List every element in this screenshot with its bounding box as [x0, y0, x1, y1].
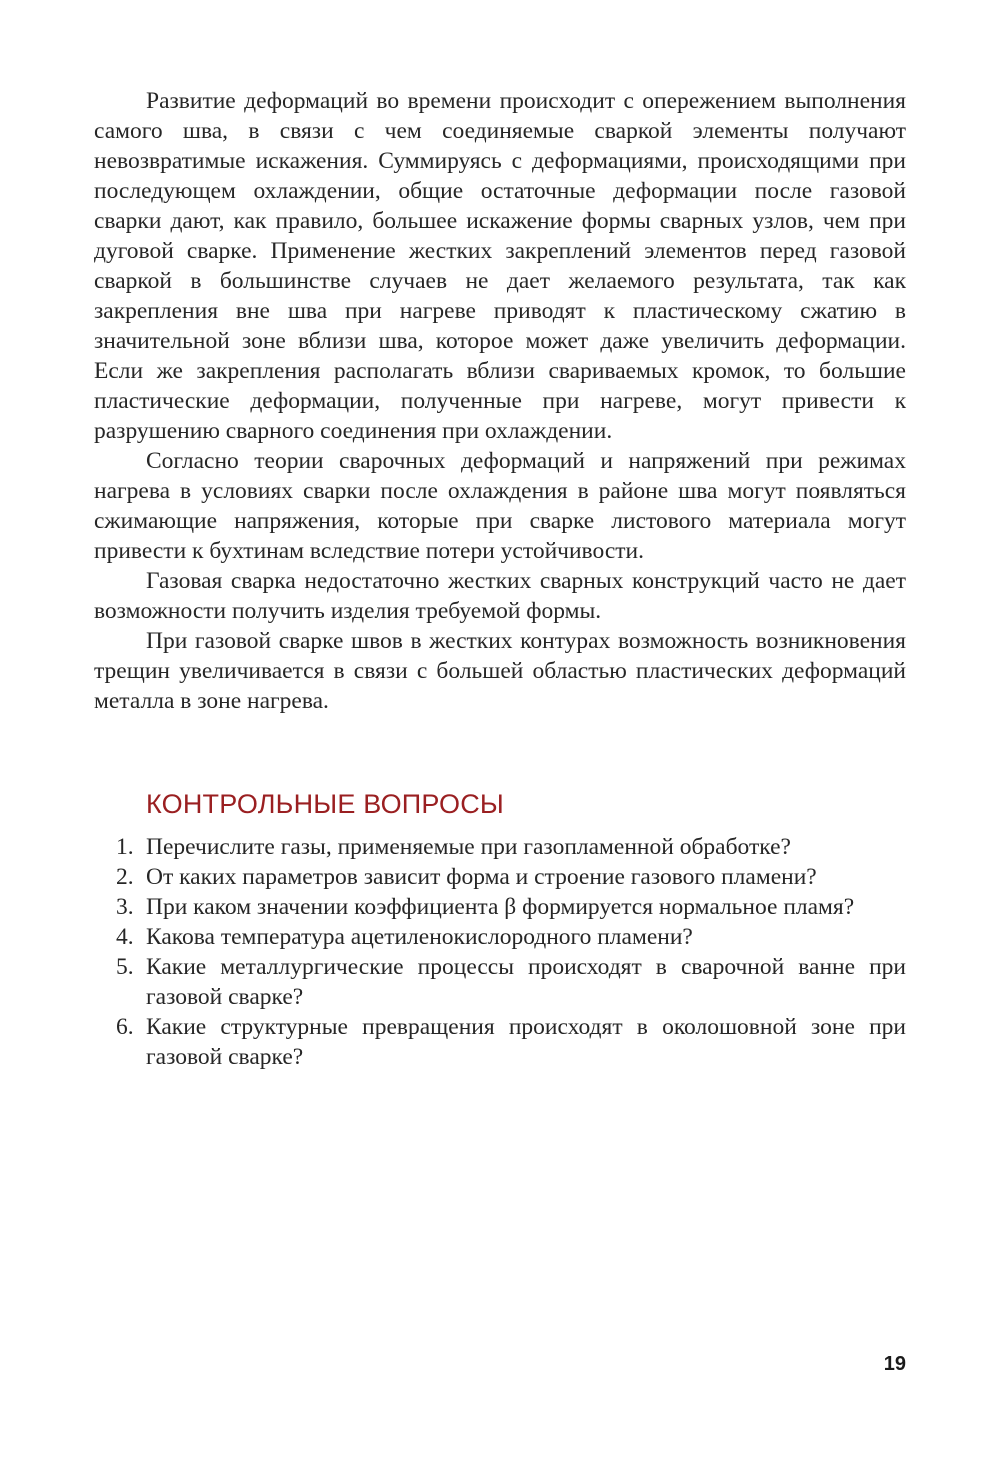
question-text: Перечислите газы, применяемые при газопламенной обработке? — [146, 834, 791, 860]
question-item — [94, 832, 906, 862]
paragraph: При газовой сварке швов в жестких контурах возможность возникновения трещин увеличивается в связи с большей областью пластических деформаций металла в зоне нагрева. — [94, 628, 906, 714]
question-item — [94, 952, 906, 1012]
question-number: 1. — [116, 834, 134, 860]
paragraph: Развитие деформаций во времени происходит с опережением выполнения самого шва, в связи с чем соединяемые сваркой элементы получают невозвратимые искажения. Суммируясь с деформациями, происходящими при последующем охлаждении, общие остаточные деформации после газовой сварки дают, как правило, большее искажение формы сварных узлов, чем при дуговой сварке. Применение жестких закреплений элементов перед газовой сваркой в большинстве случаев не дает желаемого результата, так как закрепления вне шва при нагреве приводят к пластическому сжатию в значительной зоне вблизи шва, которое может даже увеличить деформации. Если же закрепления располагать вблизи свариваемых кромок, то большие пластические деформации, полученные при нагреве, могут привести к разрушению сварного соединения при охлаждении. — [94, 88, 906, 444]
question-item — [94, 1012, 906, 1072]
question-text: Какие металлургические процессы происходят в сварочной ванне при газовой сварке? — [146, 954, 906, 1010]
question-item — [94, 892, 906, 922]
question-number: 4. — [116, 924, 134, 950]
body-text — [94, 86, 906, 716]
question-text: Какова температура ацетиленокислородного пламени? — [146, 924, 693, 950]
page-number: 19 — [883, 1353, 906, 1375]
paragraph: Согласно теории сварочных деформаций и напряжений при режимах нагрева в условиях сварки после охлаждения в районе шва могут появляться сжимающие напряжения, которые при сварке листового материала могут привести к бухтинам вследствие потери устойчивости. — [94, 448, 906, 564]
question-number: 6. — [116, 1014, 134, 1040]
question-text: При каком значении коэффициента β формируется нормальное пламя? — [146, 894, 855, 920]
question-text: Какие структурные превращения происходят в околошовной зоне при газовой сварке? — [146, 1014, 906, 1070]
paragraph: Газовая сварка недостаточно жестких сварных конструкций часто не дает возможности получить изделия требуемой формы. — [94, 568, 906, 624]
question-item — [94, 922, 906, 952]
question-item — [94, 862, 906, 892]
question-number: 2. — [116, 864, 134, 890]
question-number: 3. — [116, 894, 134, 920]
question-number: 5. — [116, 954, 134, 980]
questions-list — [94, 832, 906, 1072]
question-text: От каких параметров зависит форма и строение газового пламени? — [146, 864, 817, 890]
section-title: КОНТРОЛЬНЫЕ ВОПРОСЫ — [146, 789, 505, 819]
